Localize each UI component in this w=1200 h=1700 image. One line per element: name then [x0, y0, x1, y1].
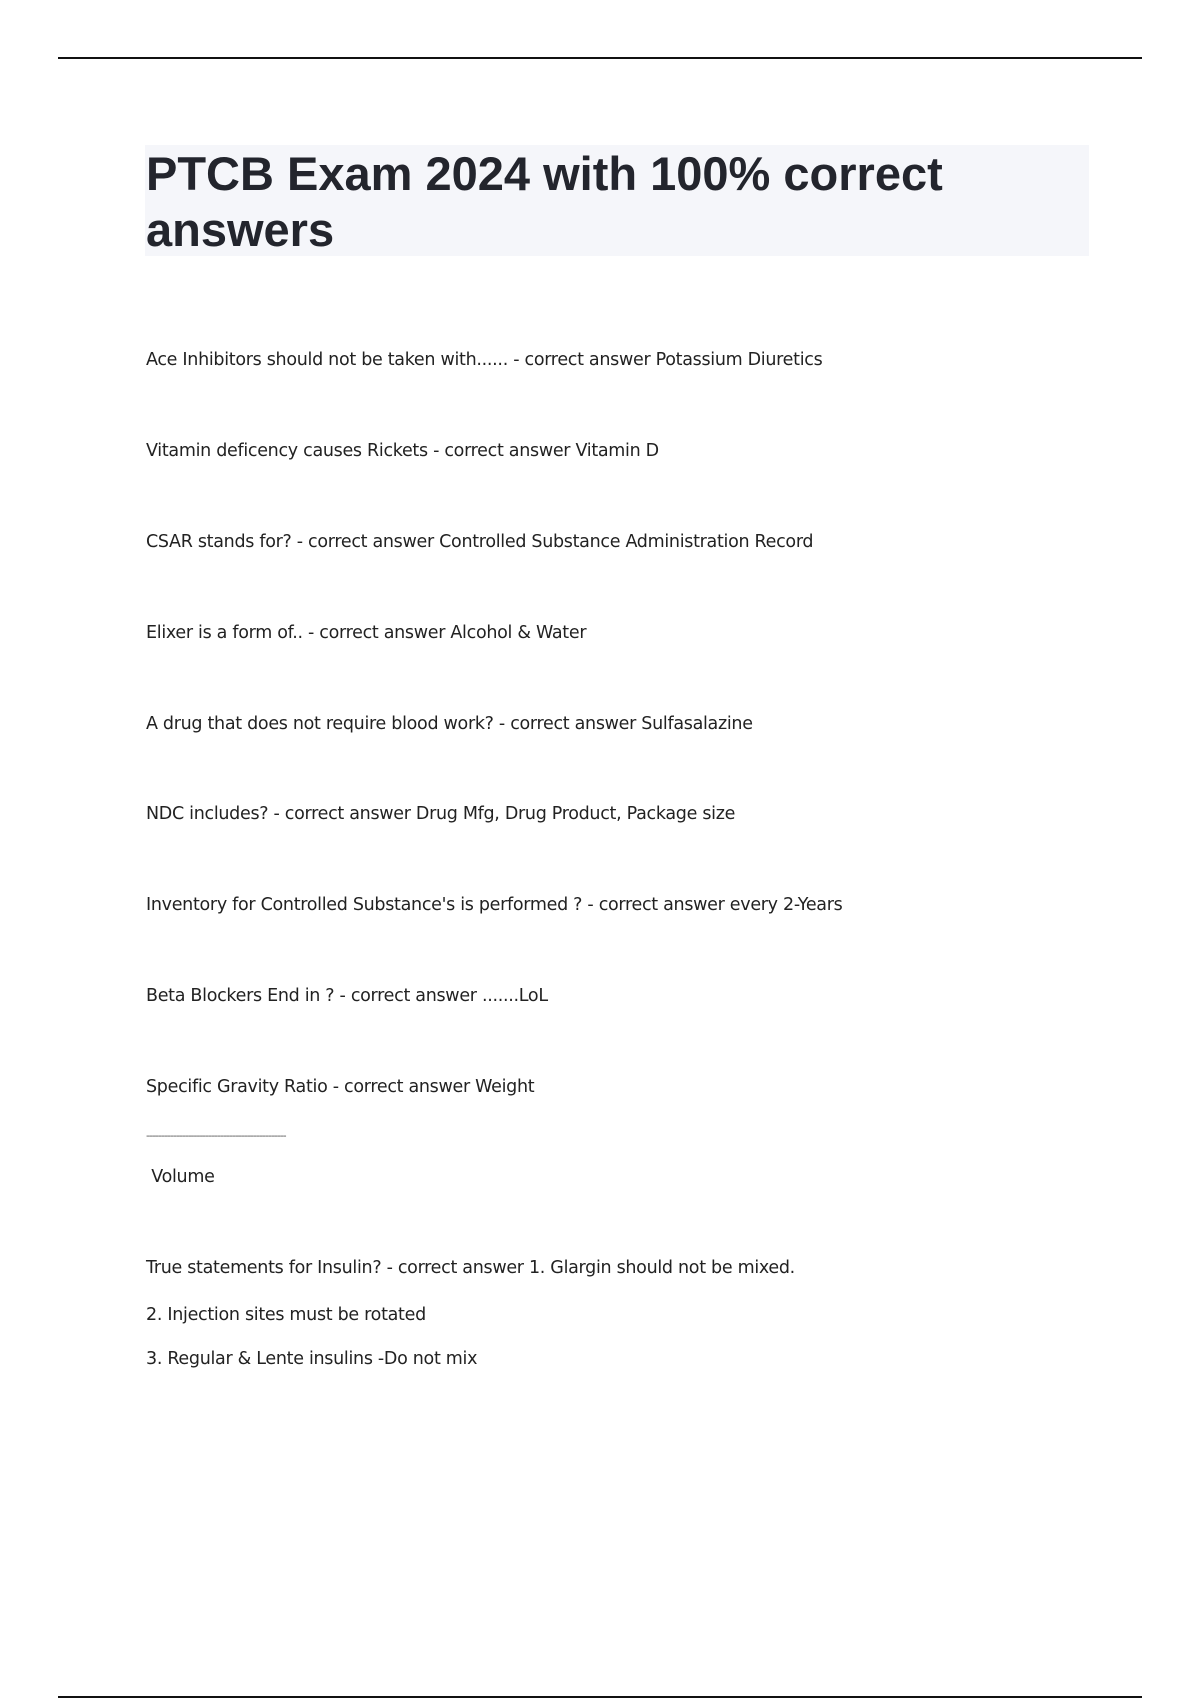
- qa-item: CSAR stands for? - correct answer Controlled Substance Administration Record: [146, 532, 814, 552]
- qa-item: Elixer is a form of.. - correct answer Alcohol & Water: [146, 623, 587, 643]
- insulin-point-3: 3. Regular & Lente insulins -Do not mix: [146, 1349, 478, 1369]
- qa-item: Specific Gravity Ratio - correct answer Weight: [146, 1077, 535, 1097]
- qa-item: NDC includes? - correct answer Drug Mfg, Drug Product, Package size: [146, 804, 736, 824]
- qa-item: Vitamin deficency causes Rickets - correct answer Vitamin D: [146, 441, 659, 461]
- bottom-rule: [58, 1696, 1142, 1698]
- fraction-bar: -----------------------------------------------: [146, 1129, 286, 1142]
- qa-item: Ace Inhibitors should not be taken with...... - correct answer Potassium Diuretics: [146, 350, 823, 370]
- qa-item: Beta Blockers End in ? - correct answer .......LoL: [146, 986, 548, 1006]
- qa-item: A drug that does not require blood work? - correct answer Sulfasalazine: [146, 714, 753, 734]
- insulin-point-2: 2. Injection sites must be rotated: [146, 1305, 426, 1325]
- page-title: PTCB Exam 2024 with 100% correct answers: [146, 147, 943, 256]
- qa-item-insulin: True statements for Insulin? - correct answer 1. Glargin should not be mixed.: [146, 1258, 795, 1278]
- qa-item: Inventory for Controlled Substance's is performed ? - correct answer every 2-Years: [146, 895, 843, 915]
- fraction-denominator: Volume: [146, 1167, 215, 1187]
- top-rule: [58, 57, 1142, 59]
